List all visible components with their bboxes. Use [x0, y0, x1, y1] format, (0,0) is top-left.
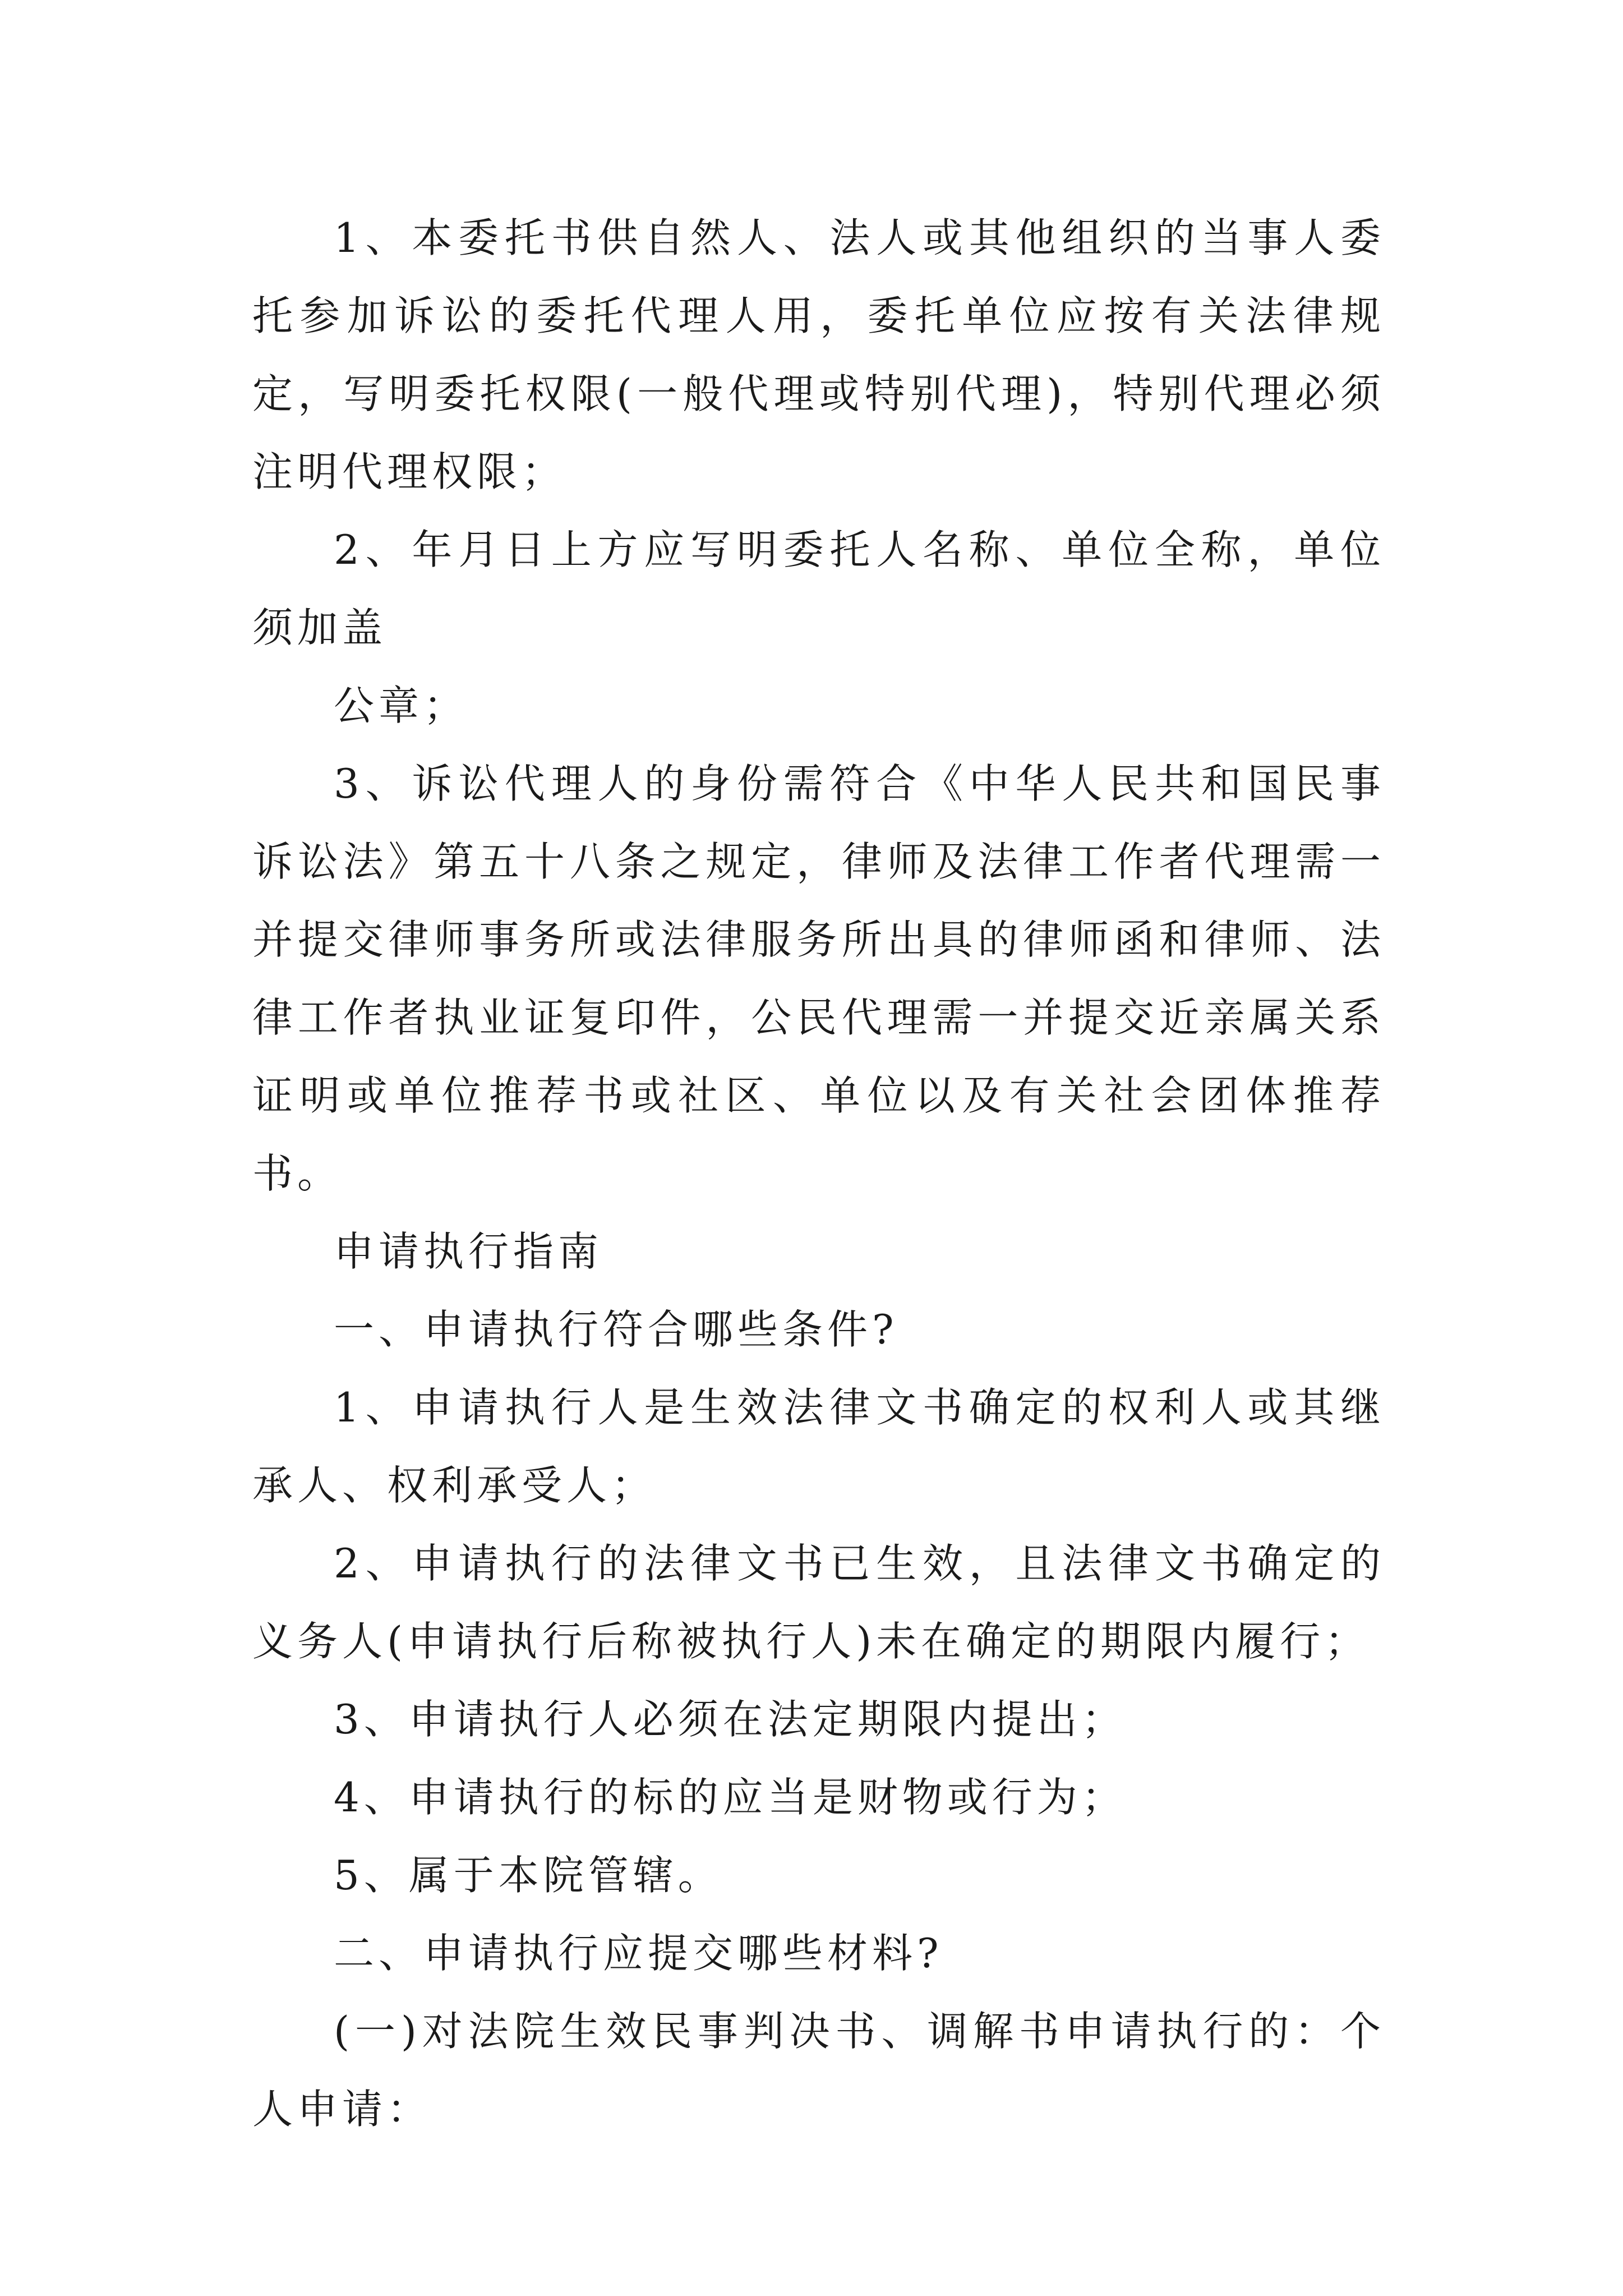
question-heading-materials: 二、申请执行应提交哪些材料?	[334, 1930, 943, 1977]
paragraph-date-seal-note: 2、年月日上方应写明委托人名称、单位全称，单位须加盖	[252, 526, 1385, 651]
question-heading-conditions: 一、申请执行符合哪些条件?	[334, 1306, 898, 1353]
list-item-condition-3: 3、申请执行人必须在法定期限内提出；	[334, 1696, 1127, 1743]
paragraph-proxy-usage-note: 1、本委托书供自然人、法人或其他组织的当事人委托参加诉讼的委托代理人用，委托单位应按有关法律规定，写明委托权限(一般代理或特别代理)，特别代理必须注明代理权限；	[252, 214, 1385, 495]
list-item-condition-5: 5、属于本院管辖。	[334, 1852, 723, 1899]
paragraph-agent-identity-note: 3、诉讼代理人的身份需符合《中华人民共和国民事诉讼法》第五十八条之规定，律师及法律工作者代理需一并提交律师事务所或法律服务所出具的律师函和律师、法律工作者执业证复印件，公民代理需一并提交近亲属关系证明或单位推荐书或社区、单位以及有关社会团体推荐书。	[252, 760, 1385, 1197]
list-item-condition-1: 1、申请执行人是生效法律文书确定的权利人或其继承人、权利承受人；	[252, 1384, 1385, 1509]
paragraph-official-seal: 公章；	[334, 682, 469, 729]
list-item-condition-2: 2、申请执行的法律文书已生效，且法律文书确定的义务人(申请执行后称被执行人)未在确定的期限内履行；	[252, 1540, 1385, 1665]
paragraph-materials-civil-judgment: (一)对法院生效民事判决书、调解书申请执行的：个人申请：	[252, 2008, 1385, 2133]
list-item-condition-4: 4、申请执行的标的应当是财物或行为；	[334, 1774, 1127, 1821]
document-body	[252, 199, 1385, 2148]
section-heading-execution-guide: 申请执行指南	[334, 1228, 603, 1275]
